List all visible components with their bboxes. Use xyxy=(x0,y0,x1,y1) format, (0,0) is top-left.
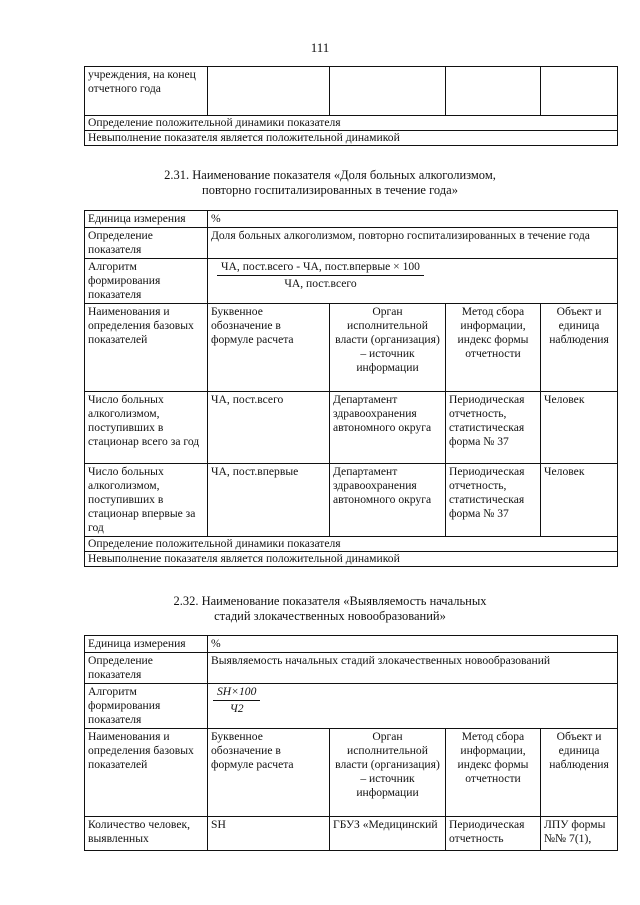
col-header-organ: Орган исполнительной власти (организация) – источник информации xyxy=(330,729,446,817)
formula-numerator: SH×100 xyxy=(213,685,260,701)
non-fulfillment-row: Невыполнение показателя является положительной динамикой xyxy=(85,131,618,146)
heading-line: повторно госпитализированных в течение года» xyxy=(202,183,458,197)
base-indicator-letter: ЧА, пост.впервые xyxy=(208,464,330,537)
col-header-method: Метод сбора информации, индекс формы отчетности xyxy=(446,304,541,392)
col-header-method: Метод сбора информации, индекс формы отчетности xyxy=(446,729,541,817)
base-indicator-method: Периодическая отчетность, статистическая форма № 37 xyxy=(446,392,541,464)
top-table xyxy=(84,66,618,146)
col-header-object: Объект и единица наблюдения xyxy=(541,304,618,392)
heading-line: стадий злокачественных новообразований» xyxy=(214,609,446,623)
definition-label: Определение показателя xyxy=(85,653,208,684)
page-number: 111 xyxy=(310,40,330,55)
base-indicator-object: Человек xyxy=(541,392,618,464)
section-heading-2-32 xyxy=(0,594,640,624)
formula-fraction xyxy=(217,260,424,291)
col-header-names: Наименования и определения базовых показателей xyxy=(85,304,208,392)
non-fulfillment-row: Невыполнение показателя является положительной динамикой xyxy=(85,552,618,567)
positive-dynamics-row: Определение положительной динамики показателя xyxy=(85,537,618,552)
unit-label: Единица измерения xyxy=(85,636,208,653)
base-indicator-object: ЛПУ формы №№ 7(1), xyxy=(541,817,618,851)
base-indicator-organ: Департамент здравоохранения автономного округа xyxy=(330,392,446,464)
col-header-organ: Орган исполнительной власти (организация) – источник информации xyxy=(330,304,446,392)
formula-numerator: ЧА, пост.всего - ЧА, пост.впервые × 100 xyxy=(217,260,424,276)
algorithm-label: Алгоритм формирования показателя xyxy=(85,259,208,304)
base-indicator-letter: SH xyxy=(208,817,330,851)
base-indicator-name: Количество человек, выявленных xyxy=(85,817,208,851)
section-heading-2-31 xyxy=(0,168,640,198)
table-row xyxy=(85,392,618,464)
base-indicator-method: Периодическая отчетность xyxy=(446,817,541,851)
base-indicator-name: Число больных алкоголизмом, поступивших в стационар впервые за год xyxy=(85,464,208,537)
formula-denominator: Ч2 xyxy=(229,702,244,715)
indicator-table-2-31 xyxy=(84,210,618,567)
formula-fraction xyxy=(213,685,260,716)
col-header-letter: Буквенное обозначение в формуле расчета xyxy=(208,304,330,392)
unit-label: Единица измерения xyxy=(85,211,208,228)
table-row xyxy=(85,464,618,537)
definition-value: Доля больных алкоголизмом, повторно госпитализированных в течение года xyxy=(208,228,618,259)
formula xyxy=(208,684,618,729)
base-indicator-object: Человек xyxy=(541,464,618,537)
col-header-object: Объект и единица наблюдения xyxy=(541,729,618,817)
definition-label: Определение показателя xyxy=(85,228,208,259)
formula xyxy=(208,259,618,304)
definition-value: Выявляемость начальных стадий злокачественных новообразований xyxy=(208,653,618,684)
indicator-table-2-32 xyxy=(84,635,618,851)
base-indicator-letter: ЧА, пост.всего xyxy=(208,392,330,464)
formula-denominator: ЧА, пост.всего xyxy=(284,277,357,290)
unit-value: % xyxy=(208,636,618,653)
heading-line: 2.32. Наименование показателя «Выявляемость начальных xyxy=(173,594,487,608)
base-indicator-method: Периодическая отчетность, статистическая форма № 37 xyxy=(446,464,541,537)
table-row xyxy=(85,817,618,851)
positive-dynamics-row: Определение положительной динамики показателя xyxy=(85,116,618,131)
algorithm-label: Алгоритм формирования показателя xyxy=(85,684,208,729)
unit-value: % xyxy=(208,211,618,228)
base-indicator-organ: ГБУЗ «Медицинский xyxy=(330,817,446,851)
heading-line: 2.31. Наименование показателя «Доля больных алкоголизмом, xyxy=(164,168,496,182)
base-indicator-organ: Департамент здравоохранения автономного округа xyxy=(330,464,446,537)
col-header-letter: Буквенное обозначение в формуле расчета xyxy=(208,729,330,817)
row-label: учреждения, на конец отчетного года xyxy=(85,67,208,116)
base-indicator-name: Число больных алкоголизмом, поступивших в стационар всего за год xyxy=(85,392,208,464)
col-header-names: Наименования и определения базовых показателей xyxy=(85,729,208,817)
